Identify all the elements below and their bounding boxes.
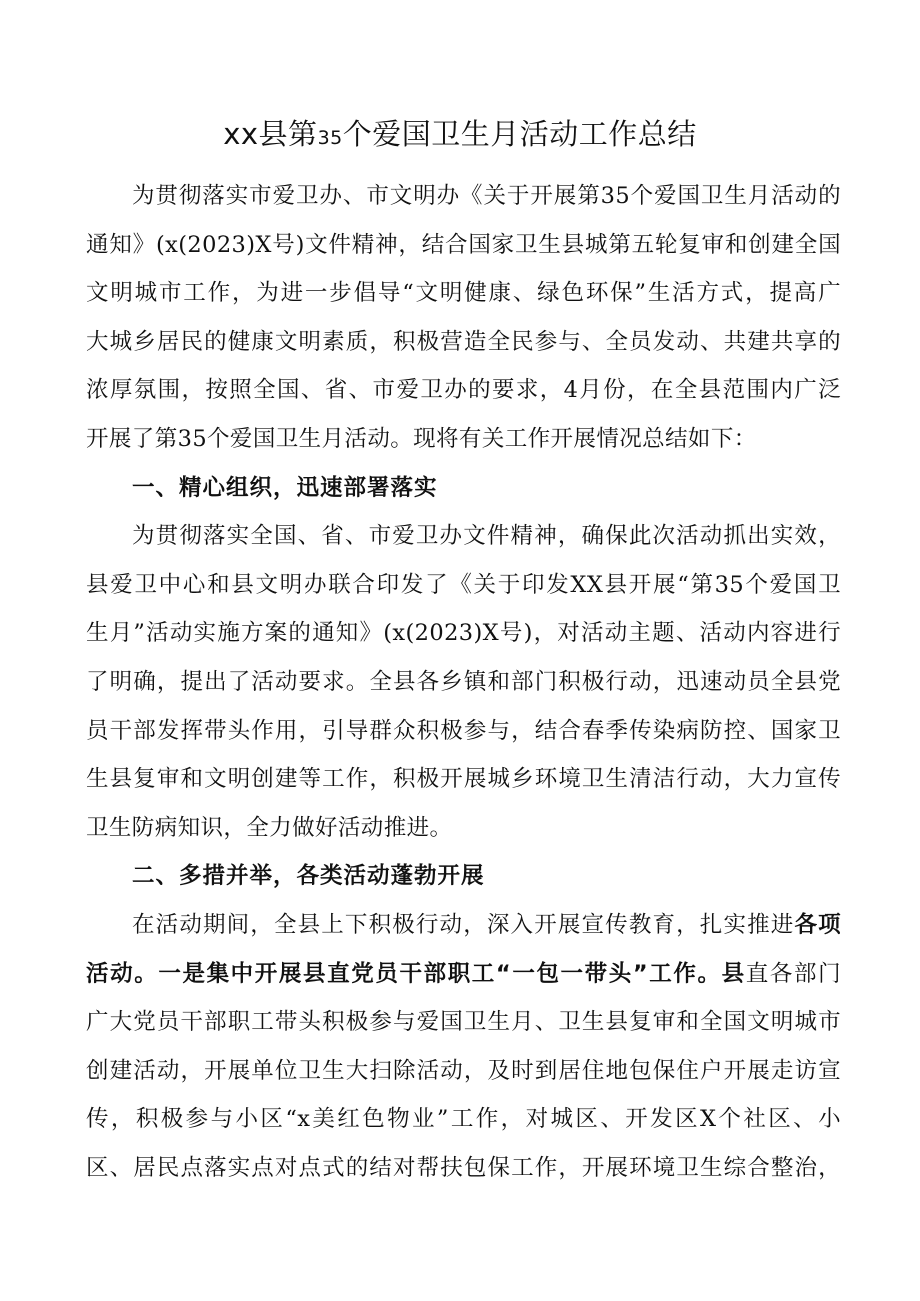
- section1-line: 县爱卫中心和县文明办联合印发了《关于印发XX县开展“第35个爱国卫: [86, 571, 841, 598]
- section1-line: 生县复审和文明创建等工作，积极开展城乡环境卫生清洁行动，大力宣传: [86, 766, 841, 793]
- section-heading-1: 一、精心组织，迅速部署落实: [132, 474, 438, 501]
- intro-line: 大城乡居民的健康文明素质，积极营造全民参与、全员发动、共建共享的: [86, 328, 841, 355]
- intro-paragraph: [86, 172, 841, 464]
- section2-line2-bold: 活动。一是集中开展县直党员干部职工“一包一带头”工作。县: [86, 960, 746, 987]
- section-heading-2: 二、多措并举，各类活动蓬勃开展: [132, 863, 485, 890]
- title-prefix: xx县第: [223, 117, 318, 151]
- section1-line: 生月”活动实施方案的通知》(x(2023)X号)，对活动主题、活动内容进行: [86, 620, 841, 647]
- section2-paragraph: [86, 901, 841, 1193]
- section2-line: [86, 901, 841, 950]
- intro-line: 开展了第35个爱国卫生月活动。现将有关工作开展情况总结如下：: [86, 425, 757, 452]
- section1-paragraph: [86, 512, 841, 852]
- document-body: [86, 172, 841, 1192]
- title-number: 35: [317, 127, 343, 149]
- section1-line: 员干部发挥带头作用，引导群众积极参与，结合春季传染病防控、国家卫: [86, 717, 841, 744]
- section1-line: 为贯彻落实全国、省、市爱卫办文件精神，确保此次活动抓出实效，: [132, 523, 841, 550]
- section2-line: 创建活动，开展单位卫生大扫除活动，及时到居住地包保住户开展走访宣: [86, 1057, 841, 1084]
- section2-line2-text: 直各部门: [745, 960, 841, 987]
- intro-line: 通知》(x(2023)X号)文件精神，结合国家卫生县城第五轮复审和创建全国: [86, 231, 841, 258]
- section1-line: 卫生防病知识，全力做好活动推进。: [86, 814, 453, 841]
- section2-line: 区、居民点落实点对点式的结对帮扶包保工作，开展环境卫生综合整治，: [86, 1154, 841, 1181]
- section1-line: 了明确，提出了活动要求。全县各乡镇和部门积极行动，迅速动员全县党: [86, 668, 841, 695]
- intro-line: 文明城市工作，为进一步倡导“文明健康、绿色环保”生活方式，提高广: [86, 280, 841, 307]
- section2-line1-text: 在活动期间，全县上下积极行动，深入开展宣传教育，扎实推进: [132, 911, 795, 938]
- intro-line: 浓厚氛围，按照全国、省、市爱卫办的要求，4月份，在全县范围内广泛: [86, 377, 841, 404]
- intro-line: 为贯彻落实市爱卫办、市文明办《关于开展第35个爱国卫生月活动的: [132, 183, 841, 209]
- section2-line1-bold: 各项: [794, 911, 841, 938]
- section2-line: 传，积极参与小区“x美红色物业”工作，对城区、开发区X个社区、小: [86, 1106, 841, 1133]
- section2-line: [86, 950, 841, 999]
- document-title: [0, 112, 920, 160]
- title-suffix: 个爱国卫生月活动工作总结: [342, 117, 697, 151]
- section2-line: 广大党员干部职工带头积极参与爱国卫生月、卫生县复审和全国文明城市: [86, 1009, 841, 1036]
